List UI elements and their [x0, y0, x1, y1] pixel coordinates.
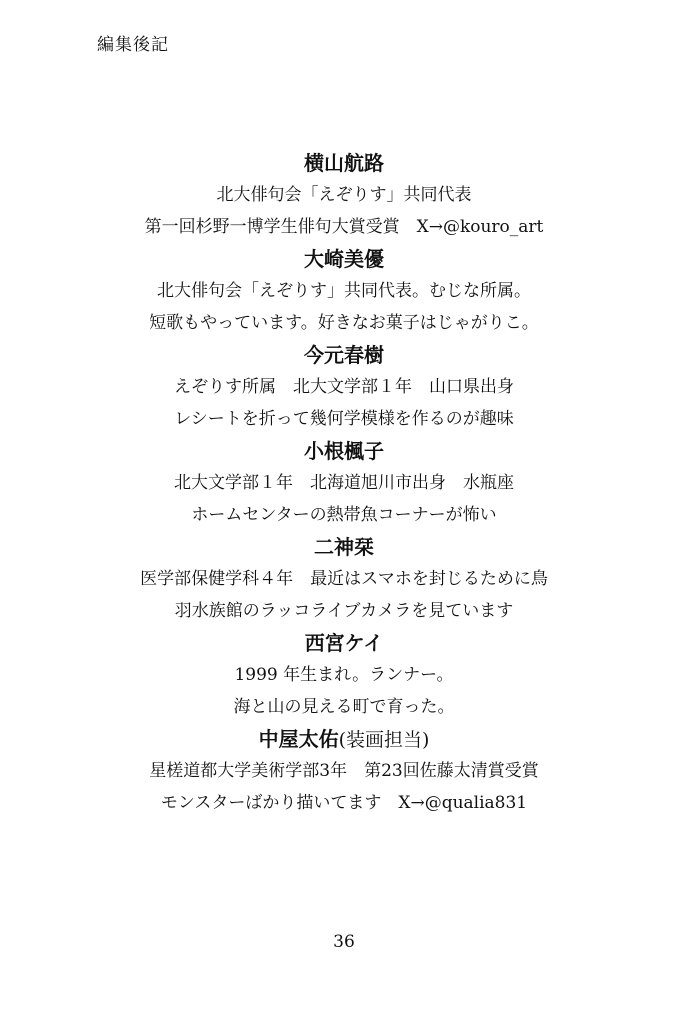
- contributor-entry: [0, 339, 688, 435]
- contributor-entry: [0, 723, 688, 819]
- contributor-bio-line: 北大俳句会「えぞりす」共同代表。むじな所属。: [157, 281, 531, 301]
- contributor-bio-line: モンスターばかり描いてます X→@qualia831: [160, 793, 528, 813]
- contributor-bio-line: 星槎道都大学美術学部3年 第23回佐藤太清賞受賞: [149, 761, 539, 781]
- contributor-entry: [0, 435, 688, 531]
- contributor-name: 西宮ケイ: [304, 631, 384, 655]
- contributor-entry: [0, 147, 688, 243]
- contributor-entry: [0, 627, 688, 723]
- contributor-bio-line: 北大文学部１年 北海道旭川市出身 水瓶座: [174, 473, 514, 493]
- contributors-list: [0, 147, 688, 819]
- contributor-bio-line: えぞりす所属 北大文学部１年 山口県出身: [174, 377, 514, 397]
- contributor-entry: [0, 531, 688, 627]
- contributor-bio-line: 第一回杉野一博学生俳句大賞受賞 X→@kouro_art: [144, 217, 544, 237]
- contributor-bio-line: 海と山の見える町で育った。: [233, 697, 455, 717]
- contributor-bio-line: 羽水族館のラッコライブカメラを見ています: [174, 601, 514, 621]
- contributor-name: 中屋太佑(装画担当): [258, 727, 430, 751]
- contributor-bio-line: 医学部保健学科４年 最近はスマホを封じるために鳥: [140, 569, 548, 589]
- contributor-bio-line: ホームセンターの熱帯魚コーナーが怖い: [191, 505, 497, 525]
- contributor-bio-line: レシートを折って幾何学模様を作るのが趣味: [174, 409, 514, 429]
- contributor-name: 大崎美優: [304, 247, 384, 271]
- contributor-bio-line: 1999 年生まれ。ランナー。: [234, 665, 454, 685]
- contributor-bio-line: 北大俳句会「えぞりす」共同代表: [216, 185, 472, 205]
- page-number: 36: [333, 932, 355, 952]
- contributor-name: 小根楓子: [304, 439, 384, 463]
- contributor-name: 二神栞: [314, 535, 374, 559]
- contributor-name: 今元春樹: [304, 343, 384, 367]
- contributor-bio-line: 短歌もやっています。好きなお菓子はじゃがりこ。: [149, 313, 539, 333]
- contributor-entry: [0, 243, 688, 339]
- page-header-title: 編集後記: [97, 35, 169, 55]
- role-note: (装画担当): [338, 729, 430, 751]
- contributor-name: 横山航路: [304, 151, 384, 175]
